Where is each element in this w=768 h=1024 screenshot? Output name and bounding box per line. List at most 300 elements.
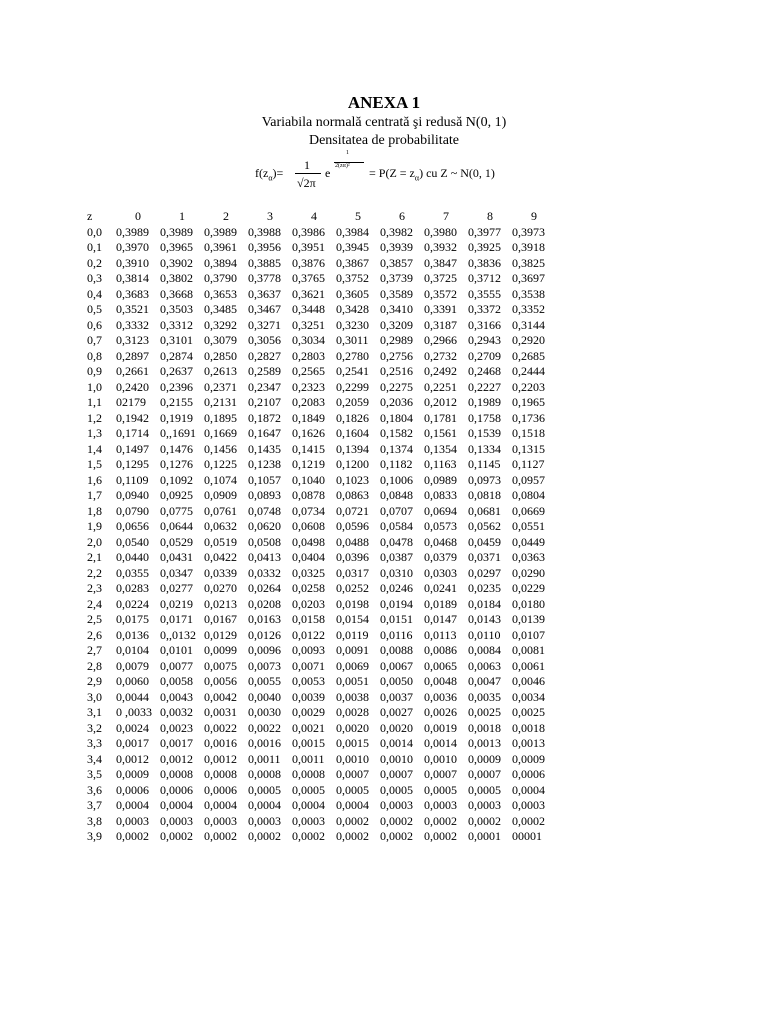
table-cell: 0,3538	[512, 286, 545, 301]
table-cell: 0,0235	[468, 581, 501, 595]
table-cell: 0,0091	[336, 643, 369, 657]
table-cell: 0,0003	[248, 813, 281, 828]
row-label: 2,3	[87, 581, 102, 595]
table-cell: 0,1497	[116, 441, 149, 456]
table-cell: 0,3271	[248, 317, 281, 332]
table-cell: 00001	[512, 829, 542, 843]
table-cell: 0,1758	[468, 410, 501, 425]
table-cell: 0,3902	[160, 255, 193, 270]
column-header: 6	[399, 209, 405, 223]
table-cell: 0,3847	[424, 255, 457, 270]
table-cell: 0,0019	[424, 720, 457, 735]
table-cell: 0,0030	[248, 705, 281, 719]
table-cell: 0,0012	[160, 751, 193, 766]
table-cell: 0,1826	[336, 410, 369, 425]
table-cell: 0,0047	[468, 674, 501, 688]
table-cell: 0,2780	[336, 348, 369, 363]
table-row	[87, 752, 556, 768]
table-cell: 0,0008	[204, 767, 237, 781]
table-cell: 0,1669	[204, 426, 237, 440]
table-cell: 0,1219	[292, 457, 325, 471]
table-cell: 0,0004	[116, 798, 149, 812]
document-subtitle: Variabila normală centrată şi redusă N(0, 1)	[261, 115, 507, 130]
table-row	[87, 659, 556, 675]
table-cell: 0,3410	[380, 302, 413, 316]
table-cell: 0,3876	[292, 255, 325, 270]
table-cell: 0,0620	[248, 519, 281, 533]
table-row	[87, 442, 556, 458]
table-cell: 0,2492	[424, 364, 457, 378]
table-row	[87, 473, 556, 489]
table-cell: 0,0002	[468, 813, 501, 828]
formula-fraction-numerator: 1	[304, 158, 310, 172]
table-cell: 0,2943	[468, 333, 501, 347]
table-cell: 0,0051	[336, 674, 369, 688]
table-cell: 0,0021	[292, 720, 325, 735]
table-cell: 0,2661	[116, 364, 149, 378]
table-cell: 0,1145	[468, 457, 501, 471]
table-cell: 0,0139	[512, 612, 545, 626]
table-cell: 0,0036	[424, 689, 457, 704]
table-row	[87, 628, 556, 644]
table-cell: 0,3986	[292, 224, 325, 239]
table-cell: 0,0003	[380, 798, 413, 812]
table-cell: 0,3790	[204, 271, 237, 285]
table-cell: 0,0310	[380, 565, 413, 580]
row-label: 2,4	[87, 596, 102, 611]
table-row	[87, 349, 556, 365]
table-cell: 0,0002	[380, 813, 413, 828]
table-cell: 0,0413	[248, 550, 281, 564]
table-cell: 0,1895	[204, 410, 237, 425]
table-cell: 0,0035	[468, 689, 501, 704]
formula-exp-numerator: 1	[346, 150, 349, 156]
table-cell: 0,0009	[116, 767, 149, 781]
table-cell: 0,1872	[248, 410, 281, 425]
table-row	[87, 690, 556, 706]
table-cell: 0,0001	[468, 829, 501, 843]
table-cell: 0,0003	[204, 813, 237, 828]
table-row	[87, 411, 556, 427]
table-cell: 0,0043	[160, 689, 193, 704]
table-cell: 0,0053	[292, 674, 325, 688]
table-cell: 0,2989	[380, 333, 413, 347]
table-cell: 0,3956	[248, 240, 281, 254]
table-cell: 0,0040	[248, 689, 281, 704]
table-cell: 0,0848	[380, 488, 413, 502]
table-cell: 0,0025	[512, 705, 545, 719]
table-cell: 0,0297	[468, 565, 501, 580]
row-label: 3,7	[87, 798, 102, 812]
table-row	[87, 814, 556, 830]
table-cell: 0,3011	[336, 333, 369, 347]
row-label: 2,0	[87, 534, 102, 549]
table-cell: 0,0734	[292, 503, 325, 518]
row-label: 1,1	[87, 395, 102, 409]
table-cell: 0,0086	[424, 643, 457, 657]
table-cell: 0,0011	[292, 751, 325, 766]
row-label: 1,3	[87, 426, 102, 440]
table-cell: 0,0069	[336, 658, 369, 673]
table-cell: 0,3918	[512, 240, 545, 254]
table-cell: 0,0017	[116, 736, 149, 750]
table-cell: 0,0099	[204, 643, 237, 657]
column-header: 2	[223, 209, 229, 223]
table-cell: 0,0219	[160, 596, 193, 611]
table-cell: 0,0126	[248, 627, 281, 642]
table-cell: 0,0002	[160, 829, 193, 843]
table-cell: 0,0584	[380, 519, 413, 533]
table-cell: 0,0031	[204, 705, 237, 719]
table-cell: 0,0189	[424, 596, 457, 611]
table-cell: 0,0020	[380, 720, 413, 735]
table-cell: 0,0775	[160, 503, 193, 518]
table-cell: 0,1435	[248, 441, 281, 456]
table-cell: 0,2637	[160, 364, 193, 378]
table-cell: 0,1804	[380, 410, 413, 425]
table-cell: 0,0107	[512, 627, 545, 642]
table-cell: 0,0071	[292, 658, 325, 673]
table-cell: 0,2685	[512, 348, 545, 363]
table-cell: 0,0459	[468, 534, 501, 549]
table-cell: 0,2874	[160, 348, 193, 363]
table-cell: 0,0008	[248, 767, 281, 781]
table-cell: 0,0252	[336, 581, 369, 595]
table-cell: 0,0529	[160, 534, 193, 549]
table-row	[87, 612, 556, 628]
table-cell: 0,0957	[512, 472, 545, 487]
table-cell: 0,3894	[204, 255, 237, 270]
table-cell: 0,0422	[204, 550, 237, 564]
row-label: 3,3	[87, 736, 102, 750]
table-cell: 0,1781	[424, 410, 457, 425]
row-label: 3,0	[87, 689, 102, 704]
table-cell: 0,0004	[512, 782, 545, 797]
table-cell: 0,0449	[512, 534, 545, 549]
table-row	[87, 519, 556, 535]
table-cell: 0,0804	[512, 488, 545, 502]
table-cell: 0,0213	[204, 596, 237, 611]
table-header-row	[87, 209, 556, 225]
table-cell: 0,1849	[292, 410, 325, 425]
row-label: 3,1	[87, 705, 102, 719]
table-cell: 0,0018	[512, 720, 545, 735]
formula-exp-base: e	[325, 166, 331, 180]
table-cell: 0,0669	[512, 503, 545, 518]
document-title: ANEXA 1	[347, 93, 421, 112]
row-label: 3,8	[87, 813, 102, 828]
row-label: 3,2	[87, 720, 102, 735]
table-cell: 0,1456	[204, 441, 237, 456]
table-cell: 0,0396	[336, 550, 369, 564]
table-body	[87, 225, 556, 845]
table-cell: 0,2155	[160, 395, 193, 409]
table-cell: 0,1539	[468, 426, 501, 440]
table-cell: 0,0573	[424, 519, 457, 533]
table-cell: 0,2131	[204, 395, 237, 409]
table-cell: 0,0644	[160, 519, 193, 533]
table-row	[87, 581, 556, 597]
table-cell: 0,2565	[292, 364, 325, 378]
table-cell: 0,0005	[292, 782, 325, 797]
table-cell: 0,0184	[468, 596, 501, 611]
column-header: 3	[267, 209, 273, 223]
table-cell: 0,3970	[116, 240, 149, 254]
table-cell: 0,0363	[512, 550, 545, 564]
table-cell: 0,2299	[336, 379, 369, 394]
row-label: 3,9	[87, 829, 102, 843]
table-row	[87, 287, 556, 303]
table-cell: 0,1092	[160, 472, 193, 487]
table-cell: 0,0632	[204, 519, 237, 533]
table-cell: 0,0032	[160, 705, 193, 719]
formula-fraction-bar	[295, 173, 321, 174]
table-cell: 0,0010	[380, 751, 413, 766]
table-cell: 0,0180	[512, 596, 545, 611]
table-cell: 0,0014	[380, 736, 413, 750]
table-cell: 0,,1691	[160, 426, 196, 440]
table-cell: 0,0608	[292, 519, 325, 533]
table-row	[87, 271, 556, 287]
table-cell: 0,1415	[292, 441, 325, 456]
row-label: 2,9	[87, 674, 102, 688]
table-cell: 0,3332	[116, 317, 149, 332]
table-cell: 0,0010	[424, 751, 457, 766]
table-cell: 0,3572	[424, 286, 457, 301]
table-cell: 0,0012	[204, 751, 237, 766]
row-label: 1,0	[87, 379, 102, 394]
table-cell: 0,1163	[424, 457, 457, 471]
table-cell: 0,0005	[336, 782, 369, 797]
table-cell: 0,3101	[160, 333, 193, 347]
table-cell: 0,3961	[204, 240, 237, 254]
table-cell: 0,3988	[248, 224, 281, 239]
table-cell: 0,3668	[160, 286, 193, 301]
table-cell: 0,2444	[512, 364, 545, 378]
table-cell: 0,0790	[116, 503, 149, 518]
column-header: 0	[135, 209, 141, 223]
table-row	[87, 767, 556, 783]
table-cell: 0,0004	[336, 798, 369, 812]
table-row	[87, 302, 556, 318]
table-cell: 0,3428	[336, 302, 369, 316]
table-cell: 0,0163	[248, 612, 281, 626]
row-label: 0,8	[87, 348, 102, 363]
table-cell: 0,0325	[292, 565, 325, 580]
table-cell: 0,3712	[468, 271, 501, 285]
table-cell: 0,1354	[424, 441, 457, 456]
table-cell: 0,0065	[424, 658, 457, 673]
table-cell: 0,0154	[336, 612, 369, 626]
table-cell: 0,0028	[336, 705, 369, 719]
table-row	[87, 674, 556, 690]
density-table	[87, 209, 556, 845]
table-cell: 0,3765	[292, 271, 325, 285]
table-cell: 0,0022	[248, 720, 281, 735]
table-cell: 0,2107	[248, 395, 281, 409]
row-label: 1,2	[87, 410, 102, 425]
table-cell: 0,1200	[336, 457, 369, 471]
table-cell: 0,1604	[336, 426, 369, 440]
table-cell: 0,1942	[116, 410, 149, 425]
table-cell: 0,0104	[116, 643, 149, 657]
table-cell: 0,3034	[292, 333, 325, 347]
table-cell: 0,3977	[468, 224, 501, 239]
table-cell: 0,2589	[248, 364, 281, 378]
table-cell: 0,3982	[380, 224, 413, 239]
table-cell: 0,0007	[468, 767, 501, 781]
table-cell: 0,0088	[380, 643, 413, 657]
table-cell: 0,0018	[468, 720, 501, 735]
table-cell: 0,1989	[468, 395, 501, 409]
table-cell: 0,0002	[424, 813, 457, 828]
column-header: 1	[179, 209, 185, 223]
table-row	[87, 783, 556, 799]
table-cell: 0,3951	[292, 240, 325, 254]
table-row	[87, 488, 556, 504]
table-cell: 0,0008	[160, 767, 193, 781]
row-label: 1,4	[87, 441, 102, 456]
table-cell: 0,1109	[116, 472, 149, 487]
table-cell: 0,3980	[424, 224, 457, 239]
table-cell: 0,0290	[512, 565, 545, 580]
table-cell: 0,0042	[204, 689, 237, 704]
table-cell: 0,3885	[248, 255, 281, 270]
table-cell: 0,0925	[160, 488, 193, 502]
table-cell: 0,0818	[468, 488, 501, 502]
table-cell: 0,1334	[468, 441, 501, 456]
table-cell: 0,2036	[380, 395, 413, 409]
row-label: 0,0	[87, 224, 102, 239]
row-label: 0,5	[87, 302, 102, 316]
row-label: 0,6	[87, 317, 102, 332]
table-cell: 0,0224	[116, 596, 149, 611]
table-cell: 0,2732	[424, 348, 457, 363]
table-cell: 0,2827	[248, 348, 281, 363]
table-cell: 0,1518	[512, 426, 545, 440]
table-cell: 0,1182	[380, 457, 413, 471]
table-cell: 0,0241	[424, 581, 457, 595]
column-header: 4	[311, 209, 317, 223]
table-cell: 0,0026	[424, 705, 457, 719]
table-cell: 0,0009	[468, 751, 501, 766]
table-cell: 0,2203	[512, 379, 545, 394]
table-cell: 0,0002	[336, 813, 369, 828]
table-row	[87, 798, 556, 814]
table-cell: 0,0562	[468, 519, 501, 533]
table-cell: 0,3910	[116, 255, 149, 270]
table-cell: 0,0863	[336, 488, 369, 502]
table-cell: 0,0498	[292, 534, 325, 549]
table-cell: 02179	[116, 395, 146, 409]
table-cell: 0,1561	[424, 426, 457, 440]
table-cell: 0,0079	[116, 658, 149, 673]
table-cell: 0,0002	[248, 829, 281, 843]
table-cell: 0,0011	[248, 751, 281, 766]
formula-rhs: = $P(Z = z_\alpha)$ cu Z ~ N(0, 1)	[369, 166, 495, 183]
table-row	[87, 333, 556, 349]
table-cell: 0,3965	[160, 240, 193, 254]
table-cell: 0,2541	[336, 364, 369, 378]
table-cell: 0,1225	[204, 457, 237, 471]
table-cell: 0,0347	[160, 565, 193, 580]
table-cell: 0,0596	[336, 519, 369, 533]
table-cell: 0,0004	[248, 798, 281, 812]
table-cell: 0,1276	[160, 457, 193, 471]
table-cell: 0,1295	[116, 457, 149, 471]
table-cell: 0,0303	[424, 565, 457, 580]
table-row	[87, 643, 556, 659]
table-cell: 0,0038	[336, 689, 369, 704]
table-cell: 0,2803	[292, 348, 325, 363]
table-cell: 0,3814	[116, 271, 149, 285]
table-cell: 0,0122	[292, 627, 325, 642]
table-cell: 0,3945	[336, 240, 369, 254]
table-cell: 0,3932	[424, 240, 457, 254]
table-cell: 0,1476	[160, 441, 193, 456]
table-cell: 0,3653	[204, 286, 237, 301]
table-row	[87, 550, 556, 566]
table-cell: 0,2227	[468, 379, 501, 394]
row-label: 2,1	[87, 550, 102, 564]
table-cell: 0,2897	[116, 348, 149, 363]
table-cell: 0,0012	[116, 751, 149, 766]
table-cell: 0,2709	[468, 348, 501, 363]
table-cell: 0,1965	[512, 395, 545, 409]
table-cell: 0,0006	[204, 782, 237, 797]
table-cell: 0,0050	[380, 674, 413, 688]
table-cell: 0,1023	[336, 472, 369, 487]
table-cell: 0,0258	[292, 581, 325, 595]
table-cell: 0,0029	[292, 705, 325, 719]
table-cell: 0,3857	[380, 255, 413, 270]
table-cell: 0,3352	[512, 302, 545, 316]
table-cell: 0,3079	[204, 333, 237, 347]
table-cell: 0,0488	[336, 534, 369, 549]
row-label: 1,9	[87, 519, 102, 533]
table-cell: 0,0067	[380, 658, 413, 673]
table-cell: 0,0058	[160, 674, 193, 688]
table-cell: 0,0175	[116, 612, 149, 626]
table-cell: 0,0387	[380, 550, 413, 564]
table-cell: 0,0063	[468, 658, 501, 673]
table-cell: 0,0270	[204, 581, 237, 595]
table-cell: 0,0101	[160, 643, 193, 657]
table-cell: 0,0940	[116, 488, 149, 502]
table-cell: 0,0006	[512, 767, 545, 781]
table-row	[87, 380, 556, 396]
table-cell: 0,0208	[248, 596, 281, 611]
table-cell: 0,0371	[468, 550, 501, 564]
table-cell: 0,2516	[380, 364, 413, 378]
row-label: 3,4	[87, 751, 102, 766]
table-cell: 0,0009	[512, 751, 545, 766]
table-cell: 0,2083	[292, 395, 325, 409]
table-cell: 0,0761	[204, 503, 237, 518]
table-cell: 0,0006	[116, 782, 149, 797]
table-cell: 0,3989	[116, 224, 149, 239]
table-cell: 0,0893	[248, 488, 281, 502]
table-cell: 0,0158	[292, 612, 325, 626]
table-cell: 0,0508	[248, 534, 281, 549]
table-cell: 0,2347	[248, 379, 281, 394]
table-cell: 0,2756	[380, 348, 413, 363]
table-cell: 0,2059	[336, 395, 369, 409]
table-cell: 0,0006	[160, 782, 193, 797]
table-cell: 0,0017	[160, 736, 193, 750]
table-cell: 0,0833	[424, 488, 457, 502]
table-cell: 0,2420	[116, 379, 149, 394]
